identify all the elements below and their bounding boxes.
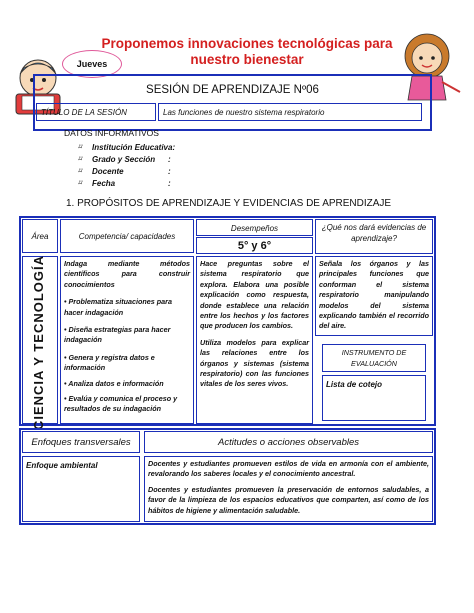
action-1: Docentes y estudiantes promueven estilos de vida en armonía con el ambiente, revalorando los saberes locales y el conocimiento ancestral. [148,459,429,479]
session-title-label: TÍTULO DE LA SESIÓN [36,103,156,121]
day-bubble: Jueves [62,50,122,78]
capacidad-item: • Problematiza situaciones para hacer indagación [64,297,172,317]
header-desempenos: Desempeños [196,219,313,236]
info-field: ⌑ Grado y Sección : [78,154,175,166]
enfoque-name: Enfoque ambiental [22,456,140,522]
info-fields [78,142,175,190]
desempeno-1: Hace preguntas sobre el sistema respiratorio que explora. Elabora una posible explicación como respuesta, donde establece una relación entre los hechos y los factores que producen los cambios. [200,259,309,331]
instrumento-value: Lista de cotejo [322,375,426,421]
header-enfoques: Enfoques transversales [22,431,140,453]
section-title: 1. PROPÓSITOS DE APRENDIZAJE Y EVIDENCIAS DE APRENDIZAJE [66,198,392,209]
instrumento-label: INSTRUMENTO DE EVALUACIÓN [322,344,426,372]
header-actitudes: Actitudes o acciones observables [144,431,433,453]
area-label: CIENCIA Y TECNOLOGÍA [31,254,47,430]
desempenos-cell [196,256,313,424]
info-field: ⌑ Docente : [78,166,175,178]
capacidad-item: • Analiza datos e información [64,378,164,388]
desempeno-2: Utiliza modelos para explicar las relaciones entre los órganos y sistemas (sistema respiratorio) con las funciones vitales de los seres vivos. [200,337,309,389]
header-area: Área [22,219,58,253]
session-title: SESIÓN DE APRENDIZAJE Nº06 [146,84,319,96]
page-title: Proponemos innovaciones tecnológicas para nuestro bienestar [101,36,393,67]
info-field: ⌑ Institución Educativa: [78,142,175,154]
capacidad-item: • Genera y registra datos e información [64,352,155,373]
header-competencia: Competencia/ capacidades [60,219,194,253]
actitudes-cell [144,456,433,522]
capacidad-item: • Evalúa y comunica el proceso y resultados de su indagación [64,394,178,414]
evidencia-cell [315,256,433,336]
evidencia-text: Señala los órganos y las principales funciones que conforman el sistema respiratorio manipulando modelos del sistema explicando también el recorrido del aire. [319,259,429,331]
action-2: Docentes y estudiantes promueven la preservación de entornos saludables, a favor de la limpieza de los espacios educativos que comparten, así como de los hábitos de higiene y alimentación saludable. [148,484,429,515]
info-field: ⌑ Fecha : [78,178,175,190]
capacidad-item: • Diseña estrategias para hacer indagación [64,325,171,345]
competencia-cell [60,256,194,424]
info-heading: DATOS INFORMATIVOS [64,128,159,138]
competencia-main: Indaga mediante métodos científicos para construir conocimientos [64,259,190,289]
session-title-value: Las funciones de nuestro sistema respiratorio [158,103,422,121]
header-evidencias: ¿Qué nos dará evidencias de aprendizaje? [315,219,433,254]
grades-label: 5° y 6° [196,237,313,254]
